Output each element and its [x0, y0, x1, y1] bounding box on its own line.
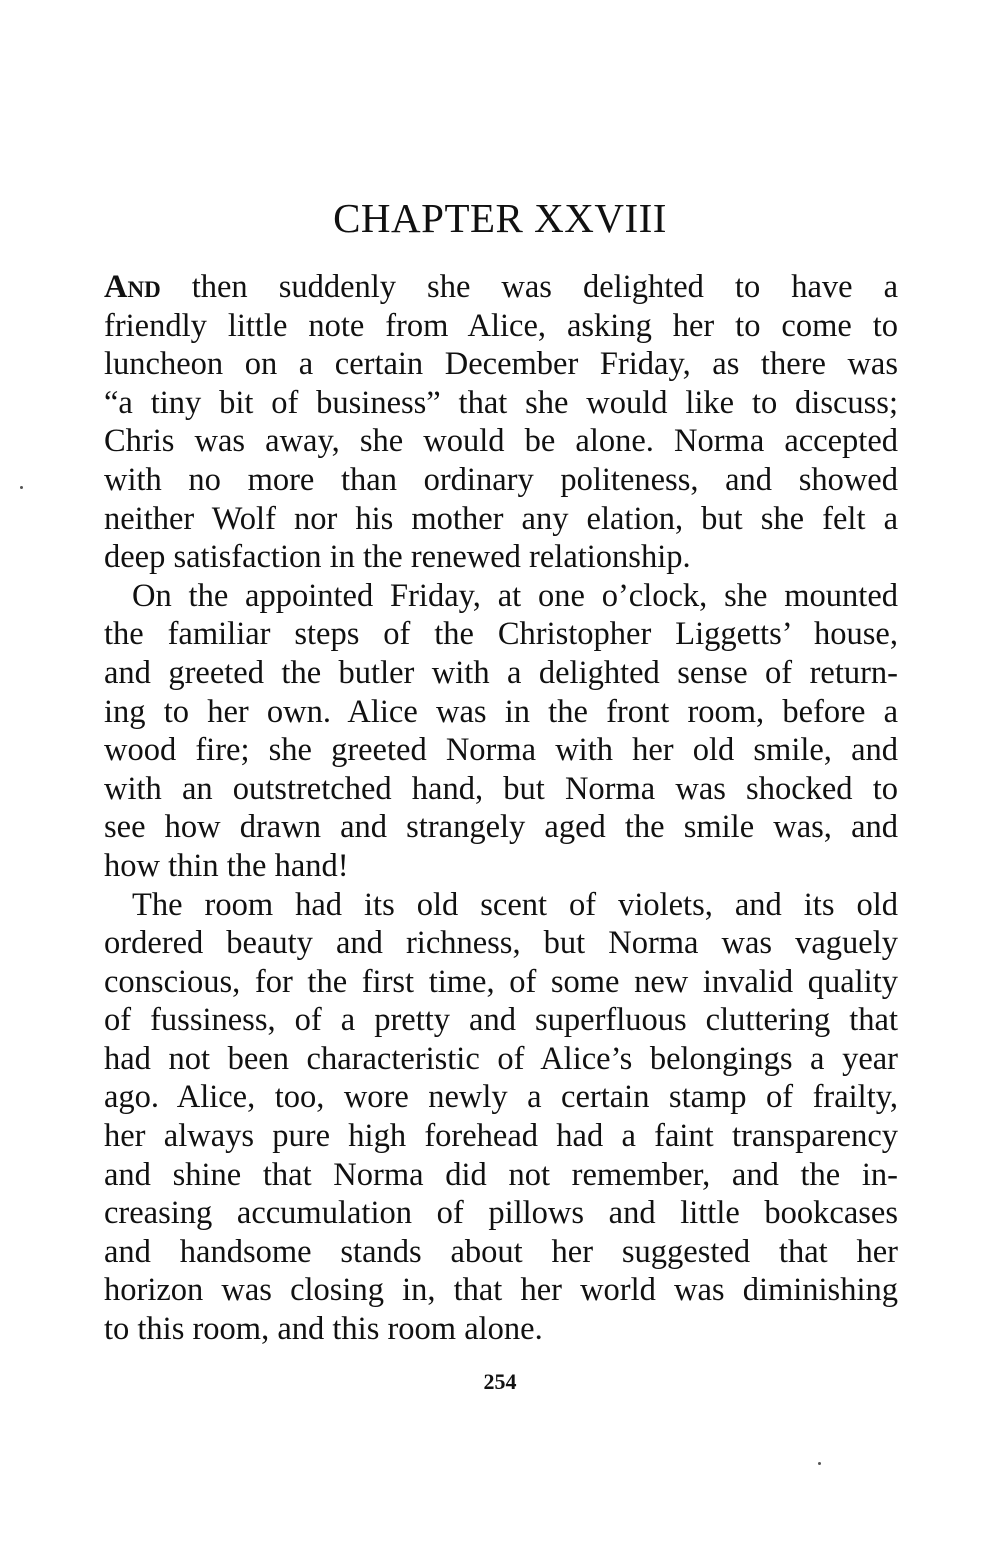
text-line: ordered beauty and richness, but Norma was vaguely: [104, 925, 898, 962]
text-line: deep satisfaction in the renewed relationship.: [104, 539, 691, 576]
text-line: with no more than ordinary politeness, and showed: [104, 461, 898, 498]
text-line: “a tiny bit of business” that she would like to discuss;: [104, 384, 898, 421]
text-line: friendly little note from Alice, asking her to come to: [104, 307, 898, 344]
text-line: and handsome stands about her suggested that her: [104, 1233, 898, 1270]
paragraph-2: [104, 577, 898, 886]
chapter-title: CHAPTER XXVIII: [333, 195, 667, 241]
text-line: ing to her own. Alice was in the front room, before a: [104, 693, 898, 730]
paragraph-3: [104, 886, 898, 1349]
text-line: wood fire; she greeted Norma with her old smile, and: [104, 732, 898, 769]
text-line: and shine that Norma did not remember, and the in-: [104, 1156, 898, 1193]
scan-speck: [818, 1462, 821, 1465]
text-line: The room had its old scent of violets, and its old: [132, 886, 898, 923]
text-line: with an outstretched hand, but Norma was shocked to: [104, 770, 898, 807]
paragraph-1: [104, 268, 898, 577]
body-text: [104, 268, 898, 1349]
text-line: the familiar steps of the Christopher Liggetts’ house,: [104, 616, 898, 653]
text-line: her always pure high forehead had a faint transparency: [104, 1118, 898, 1155]
text-line: horizon was closing in, that her world was diminishing: [104, 1272, 898, 1309]
text-line: of fussiness, of a pretty and superfluous cluttering that: [104, 1002, 898, 1039]
page-number: 254: [483, 1369, 517, 1394]
opening-word: And: [104, 269, 161, 305]
text-line: ago. Alice, too, wore newly a certain stamp of frailty,: [104, 1079, 898, 1116]
text-line: luncheon on a certain December Friday, as there was: [104, 346, 898, 383]
text-line: see how drawn and strangely aged the smile was, and: [104, 809, 898, 846]
text-line: how thin the hand!: [104, 847, 349, 884]
scan-speck: [20, 486, 23, 489]
text-line: to this room, and this room alone.: [104, 1311, 543, 1348]
text-line: Chris was away, she would be alone. Norma accepted: [104, 423, 898, 460]
text-line: and greeted the butler with a delighted sense of return-: [104, 654, 898, 691]
text-line: And then suddenly she was delighted to have a: [104, 269, 898, 305]
text-line: conscious, for the first time, of some new invalid quality: [104, 963, 898, 1000]
text-line: On the appointed Friday, at one o’clock, she mounted: [132, 577, 898, 614]
text-line: creasing accumulation of pillows and little bookcases: [104, 1195, 898, 1232]
text-line: neither Wolf nor his mother any elation, but she felt a: [104, 500, 898, 537]
text-line: had not been characteristic of Alice’s belongings a year: [104, 1040, 898, 1077]
